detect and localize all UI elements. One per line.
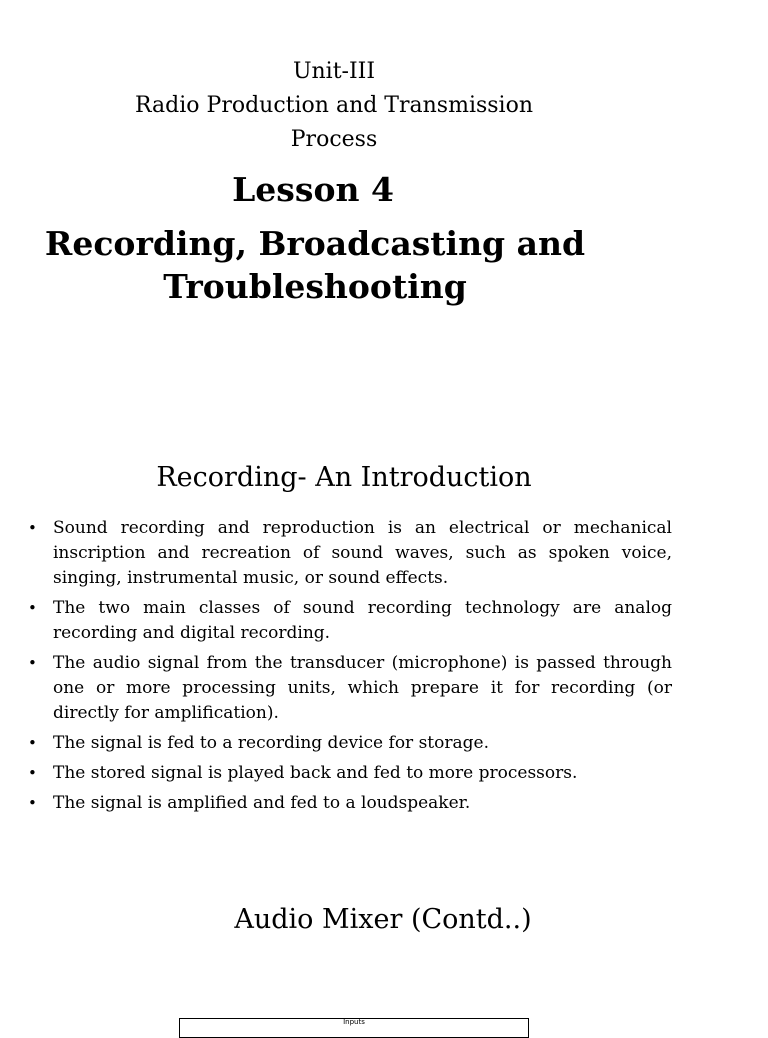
lesson-number: Lesson 4 xyxy=(232,170,394,209)
bullet-text: The stored signal is played back and fed to more processors. xyxy=(53,763,578,783)
bullet-icon: • xyxy=(28,599,37,617)
bullet-icon: • xyxy=(28,734,37,752)
bullet-text: The signal is amplified and fed to a loudspeaker. xyxy=(53,793,471,813)
audio-mixer-heading: Audio Mixer (Contd..) xyxy=(234,904,532,935)
bullet-item xyxy=(28,761,672,786)
bullet-text: The signal is fed to a recording device for storage. xyxy=(53,733,489,753)
bullet-list xyxy=(28,516,672,821)
bullet-item xyxy=(28,516,672,591)
diagram-inputs-label: Inputs xyxy=(343,1018,365,1026)
lesson-title xyxy=(40,222,590,308)
bullet-item xyxy=(28,791,672,816)
bullet-icon: • xyxy=(28,519,37,537)
bullet-text: Sound recording and reproduction is an electrical or mechanical inscription and recreation of sound waves, such as spoken voice, singing, instrumental music, or sound effects. xyxy=(53,518,672,588)
bullet-text: The audio signal from the transducer (microphone) is passed through one or more processing units, which prepare it for recording (or directly for amplification). xyxy=(53,653,672,723)
unit-number: Unit-III xyxy=(292,59,376,84)
bullet-item xyxy=(28,651,672,726)
unit-title-line-2: Process xyxy=(290,127,378,152)
audio-mixer-diagram xyxy=(179,1018,529,1038)
bullet-item xyxy=(28,731,672,756)
bullet-item xyxy=(28,596,672,646)
lesson-title-line-2: Troubleshooting xyxy=(163,267,467,306)
bullet-icon: • xyxy=(28,764,37,782)
unit-title-line-1: Radio Production and Transmission xyxy=(134,93,534,118)
bullet-icon: • xyxy=(28,654,37,672)
lesson-title-line-1: Recording, Broadcasting and xyxy=(44,224,586,263)
unit-heading xyxy=(113,55,555,157)
section-heading: Recording- An Introduction xyxy=(156,462,532,493)
bullet-text: The two main classes of sound recording technology are analog recording and digital recording. xyxy=(53,598,672,643)
bullet-icon: • xyxy=(28,794,37,812)
